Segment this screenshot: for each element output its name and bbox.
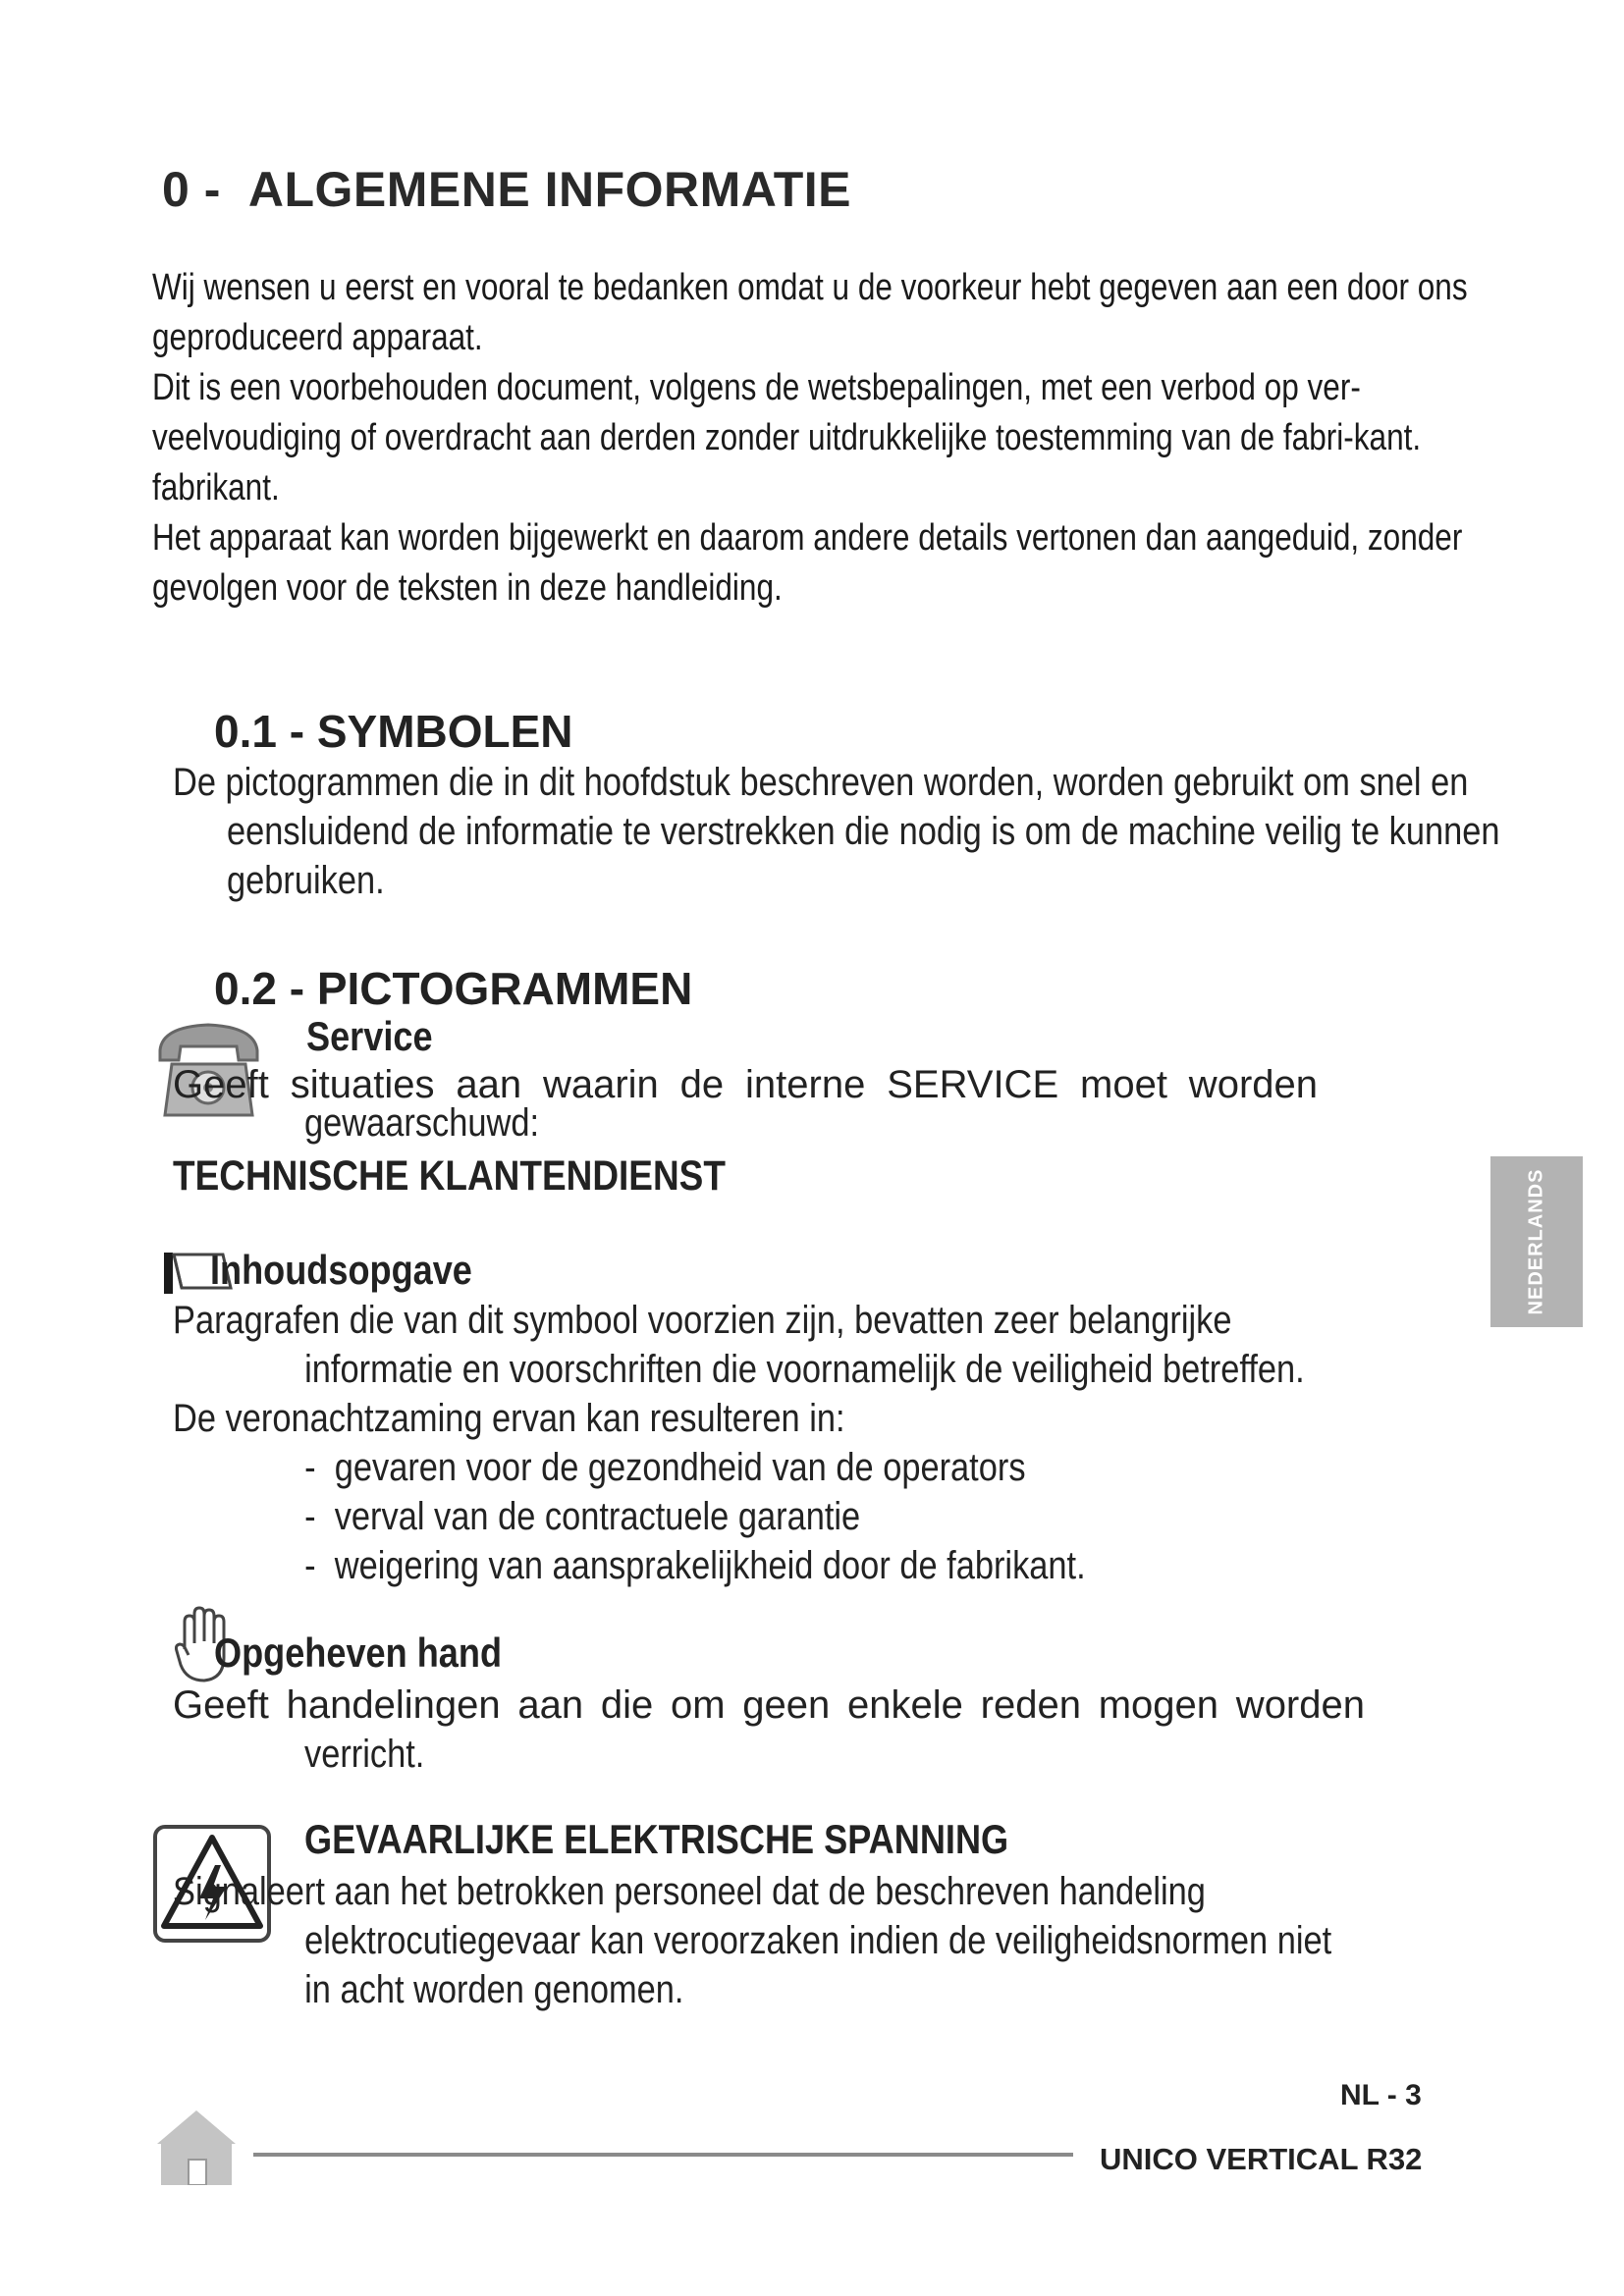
symbolen-heading: 0.1 - SYMBOLEN: [214, 706, 573, 757]
service-line-2: gewaarschuwd:: [304, 1101, 540, 1145]
intro-paragraph: Dit is een voorbehouden document, volgens de wetsbepalingen, met een verbod op ver-veelvoudiging of overdracht aan derden zonder uitdrukkelijke toestemming van de fabri-kant. fabrikant.: [152, 367, 1422, 508]
voltage-line: elektrocutiegevaar kan veroorzaken indien de veiligheidsnormen niet: [304, 1919, 1332, 1962]
section-title: ALGEMENE INFORMATIE: [247, 162, 851, 217]
voltage-title: GEVAARLIJKE ELEKTRISCHE SPANNING: [304, 1816, 1009, 1862]
symbolen-text: [173, 758, 1507, 905]
language-tab-label: NEDERLANDS: [1525, 1168, 1547, 1315]
page-number: NL - 3: [1340, 2079, 1422, 2111]
hand-line-2: verricht.: [304, 1733, 425, 1776]
language-tab: [1490, 1156, 1583, 1327]
contents-line: Paragrafen die van dit symbool voorzien zijn, bevatten zeer belangrijke: [173, 1299, 1232, 1342]
voltage-description: [173, 1867, 1507, 2014]
contents-line: informatie en voorschriften die voornamelijk de veiligheid betreffen.: [304, 1348, 1305, 1391]
contents-title: Inhoudsopgave: [210, 1247, 472, 1293]
service-title: Service: [306, 1013, 433, 1059]
hand-title: Opgeheven hand: [214, 1629, 503, 1676]
home-icon[interactable]: [155, 2107, 238, 2185]
hand-line: Geeft handelingen aan die om geen enkele reden mogen worden: [173, 1683, 1365, 1727]
model-name: UNICO VERTICAL R32: [1100, 2142, 1423, 2176]
voltage-line: in acht worden genomen.: [304, 1968, 684, 2011]
contents-description: [173, 1296, 1507, 1590]
voltage-line: Signaleert aan het betrokken personeel dat de beschreven handeling: [173, 1870, 1206, 1913]
symbolen-paragraph: De pictogrammen die in dit hoofdstuk beschreven worden, worden gebruikt om snel en eensluidend de informatie te verstrekken die nodig is om de machine veilig te kunnen gebruiken.: [173, 761, 1500, 902]
list-item: - gevaren voor de gezondheid van de operators: [304, 1443, 1507, 1492]
contents-line: De veronachtzaming ervan kan resulteren in:: [173, 1397, 845, 1440]
list-item: - weigering van aansprakelijkheid door de fabrikant.: [304, 1541, 1507, 1590]
service-line: Geeft situaties aan waarin de interne SERVICE moet worden: [173, 1063, 1318, 1106]
footer-divider: [253, 2153, 1073, 2157]
pictogrammen-heading: 0.2 - PICTOGRAMMEN: [214, 963, 693, 1014]
service-emphasis: TECHNISCHE KLANTENDIENST: [173, 1152, 726, 1200]
contents-bullet-list: [173, 1443, 1507, 1590]
intro-paragraph: Wij wensen u eerst en vooral te bedanken omdat u de voorkeur hebt gegeven aan een door ons geproduceerd apparaat.: [152, 267, 1468, 358]
section-number: 0 -: [162, 162, 221, 217]
intro-text: [152, 263, 1468, 614]
intro-paragraph: Het apparaat kan worden bijgewerkt en daarom andere details vertonen dan aangeduid, zonder gevolgen voor de teksten in deze handleiding.: [152, 517, 1463, 609]
page-title: [162, 161, 851, 218]
hand-description: [173, 1681, 1365, 1730]
list-item: - verval van de contractuele garantie: [304, 1492, 1507, 1541]
